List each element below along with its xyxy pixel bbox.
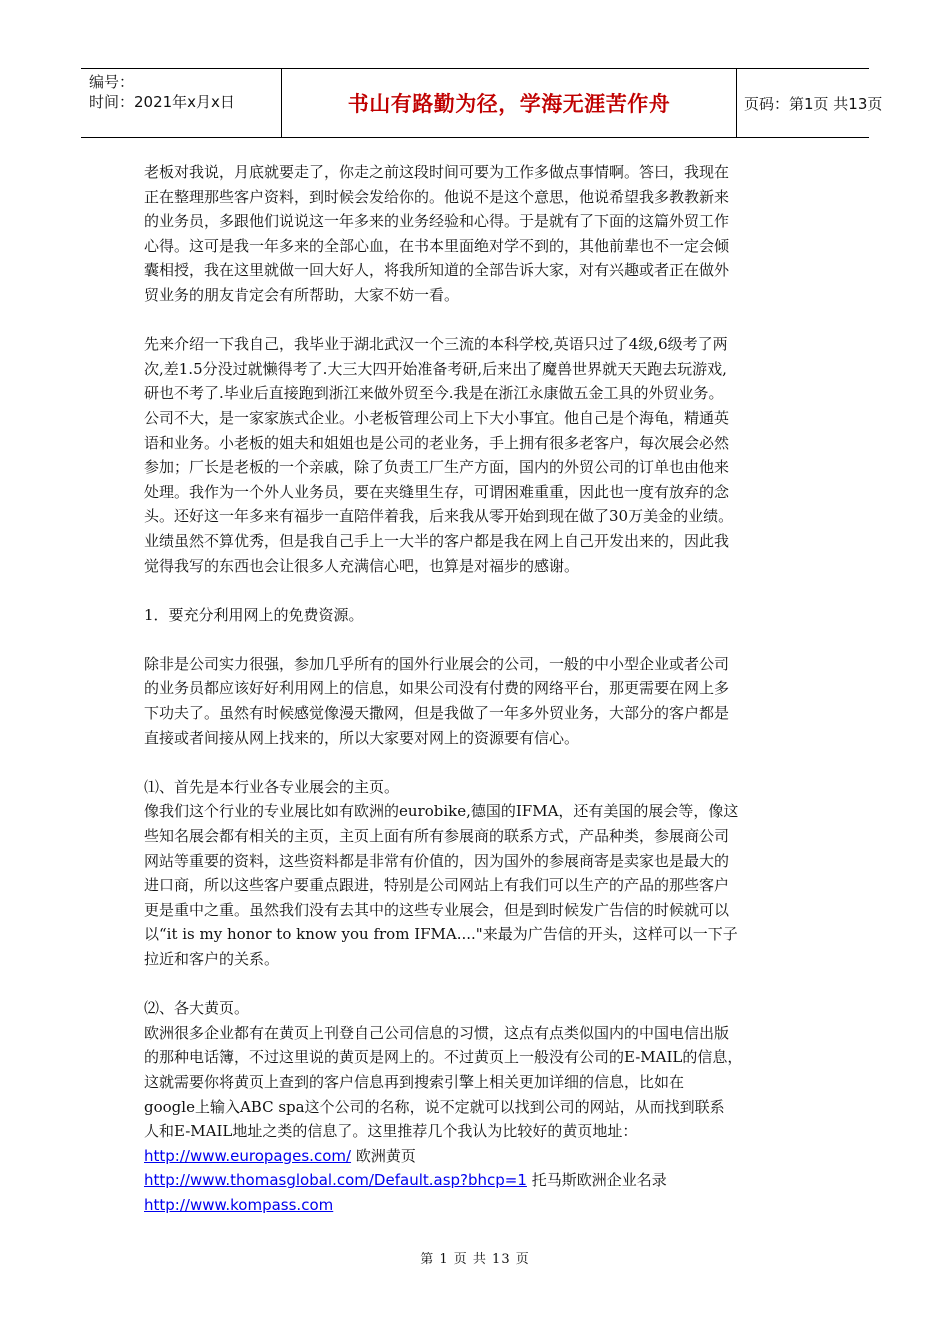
text-line: 直接或者间接从网上找来的，所以大家要对网上的资源要有信心。: [144, 728, 580, 747]
text-line: 的那种电话簿，不过这里说的黄页是网上的。不过黄页上一般没有公司的E-MAIL的信息，: [144, 1048, 743, 1067]
number-label: 编号：: [89, 73, 135, 91]
kompass-link[interactable]: http://www.kompass.com: [144, 1195, 334, 1214]
document-body: [144, 160, 809, 1218]
text-line: 公司不大，是一家家族式企业。小老板管理公司上下大小事宜。他自己是个海龟，精通英: [144, 408, 730, 427]
text-line: 头。还好这一年多来有福步一直陪伴着我，后来我从零开始到现在做了30万美金的业绩。: [144, 507, 734, 526]
heading-text: 1．要充分利用网上的免费资源。: [144, 605, 364, 624]
text-line: 参加；厂长是老板的一个亲戚，除了负责工厂生产方面，国内的外贸公司的订单也由他来: [144, 458, 730, 477]
paragraph-trade-shows: [144, 775, 809, 972]
link-description: 托马斯欧洲企业名录: [531, 1171, 667, 1190]
motto-title: 书山有路勤为径，学海无涯苦作舟: [347, 92, 671, 116]
text-line: 的业务员都应该好好利用网上的信息，如果公司没有付费的网络平台，那更需要在网上多: [144, 679, 730, 698]
text-line: 像我们这个行业的专业展比如有欧洲的eurobike,德国的IFMA，还有美国的展会等，像这: [144, 802, 739, 821]
header-page-cell: [736, 69, 883, 137]
text-line: 这就需要你将黄页上查到的客户信息再到搜索引擎上相关更加详细的信息，比如在: [144, 1072, 685, 1091]
text-line: 研也不考了.毕业后直接跑到浙江来做外贸至今.我是在浙江永康做五金工具的外贸业务。: [144, 384, 724, 403]
time-label: 时间：2021年x月x日: [89, 93, 235, 111]
thomasglobal-link[interactable]: http://www.thomasglobal.com/Default.asp?bhcp=1: [144, 1171, 527, 1190]
subheading-text: ⑵、各大黄页。: [144, 999, 250, 1018]
text-line: 业绩虽然不算优秀，但是我自己手上一大半的客户都是我在网上自己开发出来的，因此我: [144, 531, 730, 550]
paragraph-yellow-pages: [144, 996, 809, 1217]
text-line: 进口商，所以这些客户要重点跟进，特别是公司网站上有我们可以生产的产品的那些客户: [144, 876, 730, 895]
text-line: 语和业务。小老板的姐夫和姐姐也是公司的老业务，手上拥有很多老客户，每次展会必然: [144, 433, 730, 452]
page-footer: 第 1 页 共 13 页: [420, 1252, 530, 1267]
text-line: 人和E-MAIL地址之类的信息了。这里推荐几个我认为比较好的黄页地址：: [144, 1122, 638, 1141]
text-line: 老板对我说，月底就要走了，你走之前这段时间可要为工作多做点事情啊。答曰，我现在: [144, 163, 730, 181]
link-description: 欧洲黄页: [355, 1146, 416, 1165]
text-line: 处理。我作为一个外人业务员，要在夹缝里生存，可谓困难重重，因此也一度有放弃的念: [144, 482, 730, 501]
text-line: 先来介绍一下我自己，我毕业于湖北武汉一个三流的本科学校,英语只过了4级,6级考了两: [144, 335, 728, 354]
text-line: google上输入ABC spa这个公司的名称，说不定就可以找到公司的网站，从而找到联系: [144, 1097, 725, 1116]
section-heading: [144, 603, 809, 628]
text-line: 网站等重要的资料，这些资料都是非常有价值的，因为国外的参展商寄是卖家也是最大的: [144, 851, 730, 870]
header-motto-cell: [281, 69, 737, 137]
text-line: 些知名展会都有相关的主页，主页上面有所有参展商的联系方式，产品种类，参展商公司: [144, 827, 730, 846]
text-line: 下功夫了。虽然有时候感觉像漫天撒网，但是我做了一年多外贸业务，大部分的客户都是: [144, 704, 730, 723]
header-info-cell: [81, 69, 281, 137]
text-line: 次,差1.5分没过就懒得考了.大三大四开始准备考研,后来出了魔兽世界就天天跑去玩游戏,: [144, 359, 727, 378]
header-table: [81, 68, 883, 138]
text-line: 除非是公司实力很强，参加几乎所有的国外行业展会的公司，一般的中小型企业或者公司: [144, 654, 730, 673]
text-line: 囊相授，我在这里就做一回大好人，将我所知道的全部告诉大家，对有兴趣或者正在做外: [144, 261, 730, 280]
paragraph-online-resources: [144, 652, 809, 750]
subheading-text: ⑴、首先是本行业各专业展会的主页。: [144, 777, 400, 796]
text-line: 的业务员，多跟他们说说这一年多来的业务经验和心得。于是就有了下面的这篇外贸工作: [144, 212, 730, 231]
text-line: 贸业务的朋友肯定会有所帮助，大家不妨一看。: [144, 285, 460, 304]
link-row: [144, 1168, 809, 1193]
europages-link[interactable]: http://www.europages.com/: [144, 1146, 352, 1165]
page-code: 页码：第1页 共13页: [744, 94, 883, 113]
text-line: 觉得我写的东西也会让很多人充满信心吧，也算是对福步的感谢。: [144, 556, 580, 575]
paragraph-intro: [144, 160, 809, 308]
text-line: 欧洲很多企业都有在黄页上刊登自己公司信息的习惯，这点有点类似国内的中国电信出版: [144, 1023, 730, 1042]
text-line: 正在整理那些客户资料，到时候会发给你的。他说不是这个意思，他说希望我多教教新来: [144, 187, 730, 206]
paragraph-self-intro: [144, 332, 809, 578]
text-line: 以“it is my honor to know you from IFMA...."来最为广告信的开头，这样可以一下子: [144, 925, 738, 944]
text-line: 更是重中之重。虽然我们没有去其中的这些专业展会，但是到时候发广告信的时候就可以: [144, 900, 730, 919]
link-row: [144, 1144, 809, 1169]
link-row: [144, 1193, 809, 1218]
text-line: 心得。这可是我一年多来的全部心血，在书本里面绝对学不到的，其他前辈也不一定会倾: [144, 236, 730, 255]
text-line: 拉近和客户的关系。: [144, 950, 280, 968]
